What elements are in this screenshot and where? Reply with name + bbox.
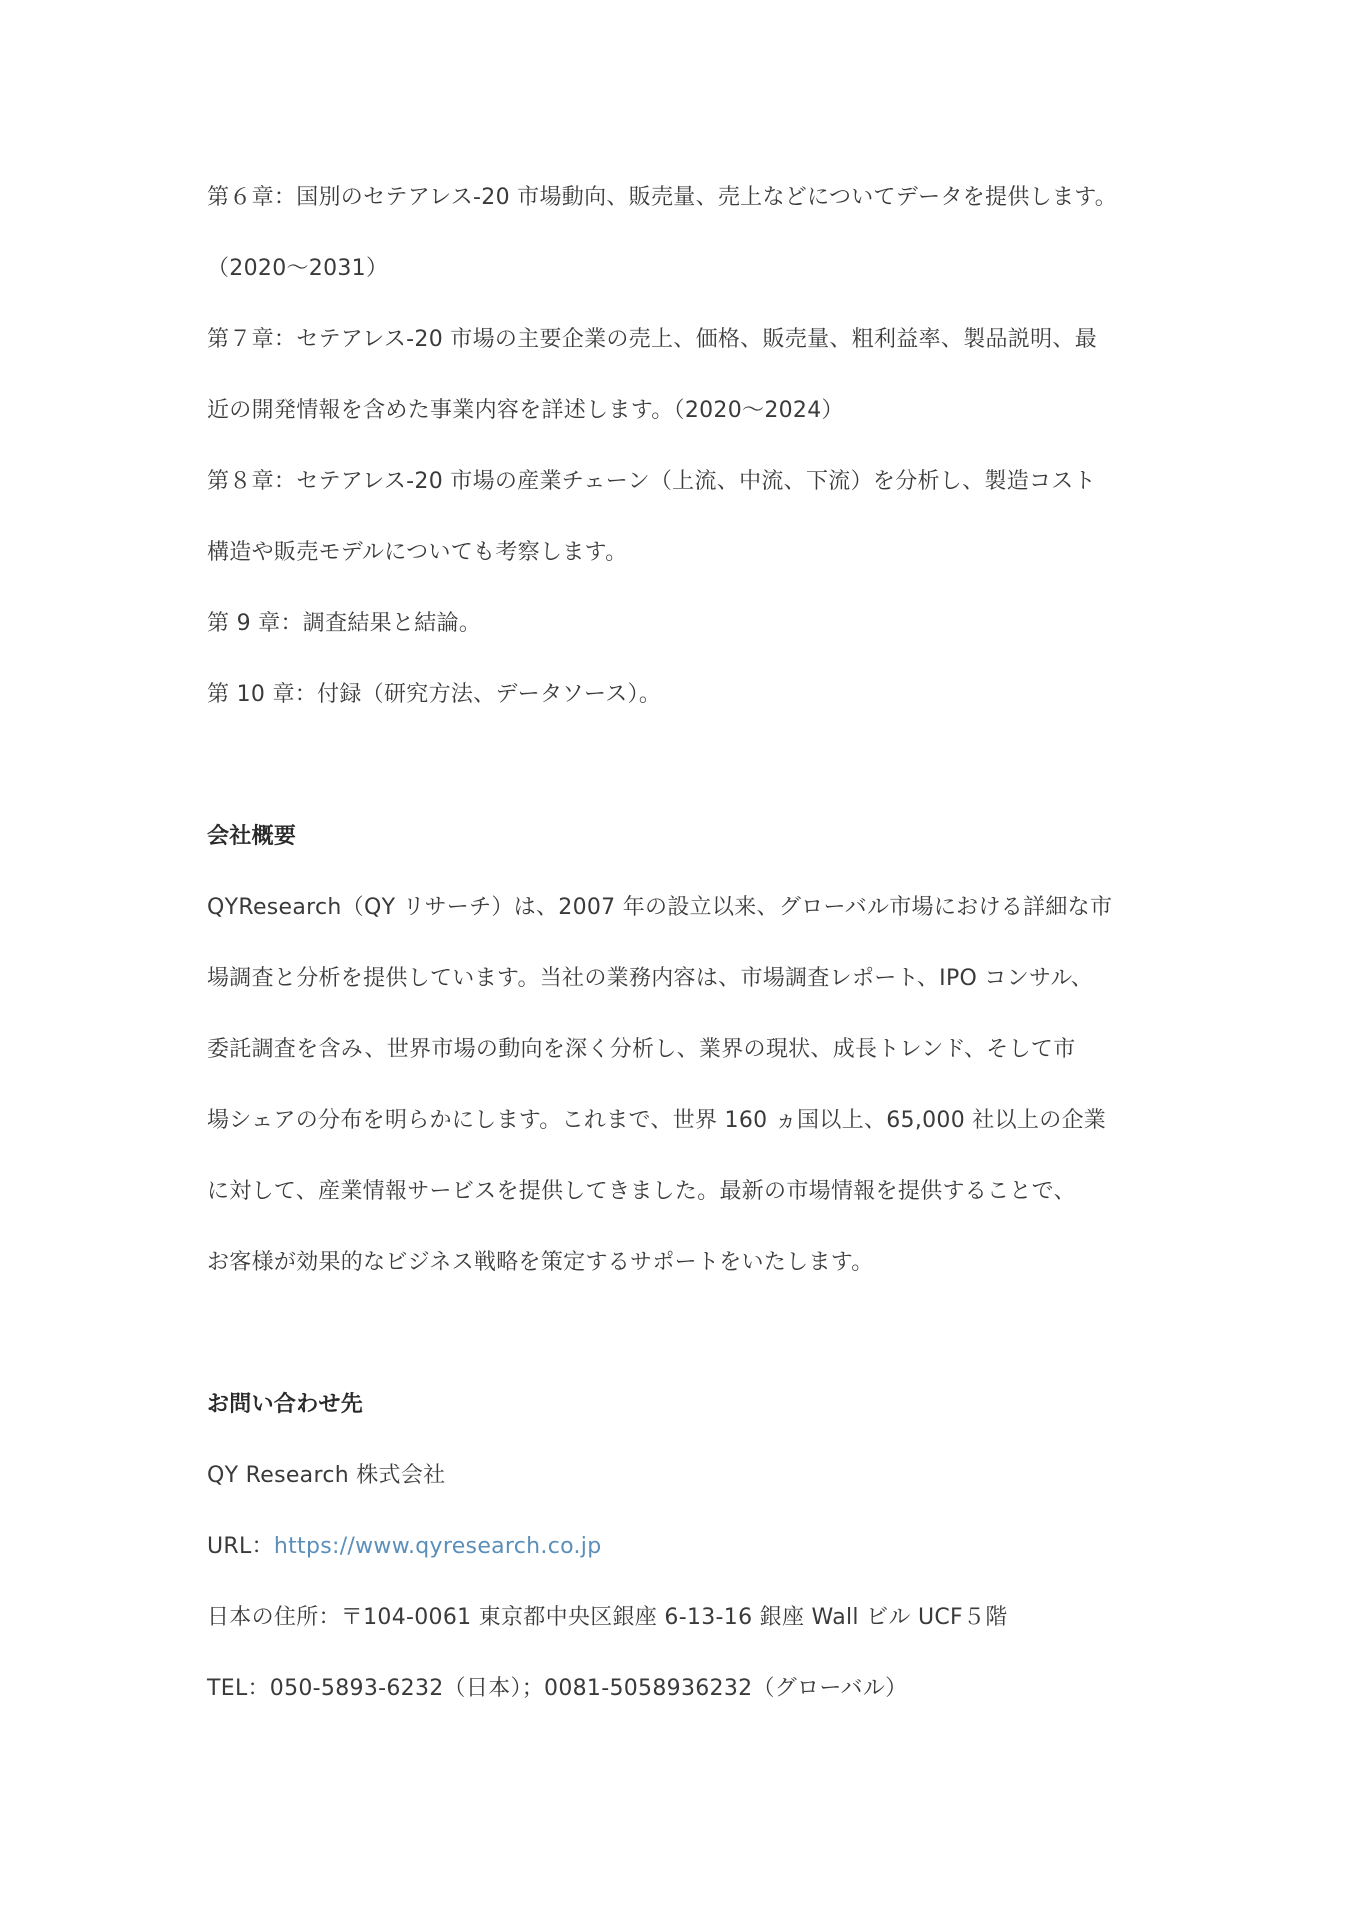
company-overview-line: 場シェアの分布を明らかにします。これまで、世界 160 ヵ国以上、65,000 社以上の企業 <box>207 1108 1107 1133</box>
url-label: URL： <box>207 1534 274 1559</box>
company-overview-line: お客様が効果的なビジネス戦略を策定するサポートをいたします。 <box>207 1250 874 1275</box>
chapter-8-line-1: 第８章：セテアレス-20 市場の産業チェーン（上流、中流、下流）を分析し、製造コスト <box>207 469 1096 494</box>
chapter-6-line-2: （2020～2031） <box>207 256 389 281</box>
company-overview-line: 委託調査を含み、世界市場の動向を深く分析し、業界の現状、成長トレンド、そして市 <box>207 1037 1076 1062</box>
contact-url-row <box>207 1532 601 1562</box>
company-overview-line: QYResearch（QY リサーチ）は、2007 年の設立以来、グローバル市場における詳細な市 <box>207 895 1113 920</box>
contact-address: 日本の住所：〒104-0061 東京都中央区銀座 6-13-16 銀座 Wall ビル UCF５階 <box>207 1605 1008 1630</box>
company-overview-line: に対して、産業情報サービスを提供してきました。最新の市場情報を提供することで、 <box>207 1179 1076 1204</box>
contact-heading: お問い合わせ先 <box>207 1392 364 1417</box>
company-overview-heading: 会社概要 <box>207 824 297 849</box>
company-overview-line: 場調査と分析を提供しています。当社の業務内容は、市場調査レポート、IPO コンサル、 <box>207 966 1094 991</box>
contact-tel: TEL：050-5893-6232（日本）；0081-5058936232（グローバル） <box>207 1676 908 1701</box>
chapter-7-line-2: 近の開発情報を含めた事業内容を詳述します。（2020～2024） <box>207 398 844 423</box>
chapter-6-line-1: 第６章：国別のセテアレス-20 市場動向、販売量、売上などについてデータを提供します。 <box>207 185 1118 210</box>
website-link[interactable]: https://www.qyresearch.co.jp <box>273 1534 602 1559</box>
contact-company-name: QY Research 株式会社 <box>207 1463 446 1488</box>
chapter-10: 第 10 章：付録（研究方法、データソース）。 <box>207 682 662 707</box>
chapter-7-line-1: 第７章：セテアレス-20 市場の主要企業の売上、価格、販売量、粗利益率、製品説明、最 <box>207 327 1097 352</box>
chapter-9: 第 9 章：調査結果と結論。 <box>207 611 482 636</box>
chapter-8-line-2: 構造や販売モデルについても考察します。 <box>207 540 628 565</box>
